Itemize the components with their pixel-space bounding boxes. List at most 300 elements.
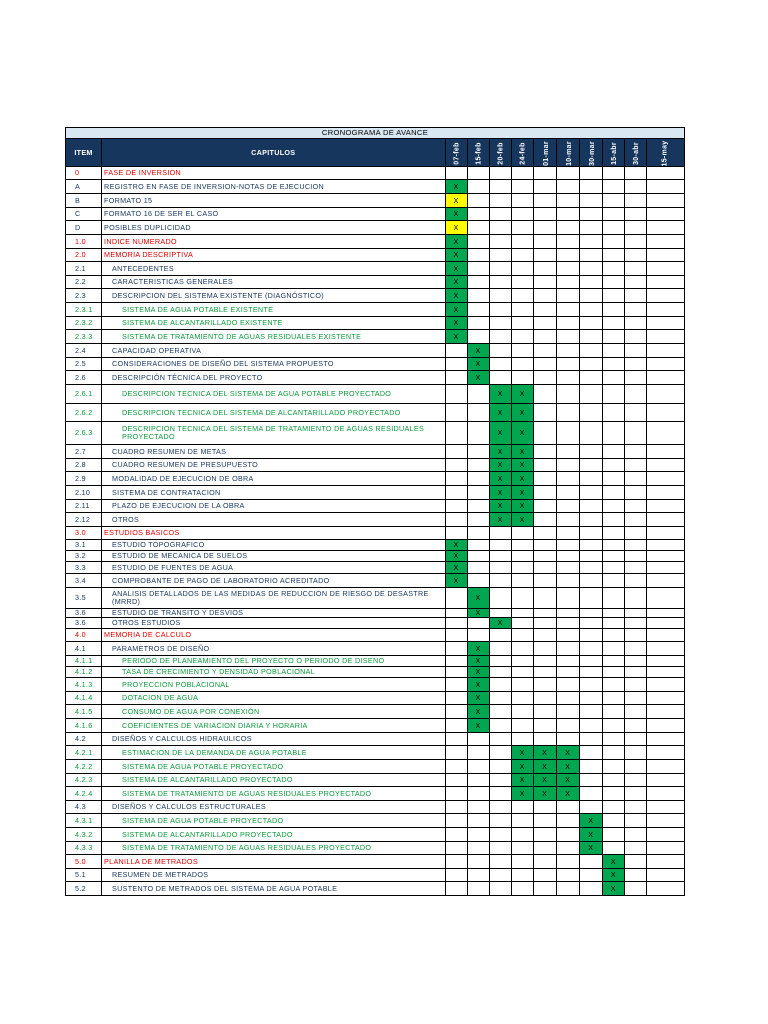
schedule-cell (489, 855, 511, 869)
schedule-cell (511, 692, 533, 705)
schedule-cell (511, 814, 533, 828)
schedule-cell (489, 371, 511, 385)
schedule-cell (533, 289, 556, 303)
schedule-mark: X (445, 574, 467, 588)
table-row (66, 562, 685, 574)
row-capitulo: PROYECCION POBLACIONAL (102, 678, 446, 692)
schedule-cell (489, 588, 511, 609)
schedule-cell (646, 574, 684, 588)
schedule-cell (489, 276, 511, 289)
schedule-mark: X (511, 787, 533, 801)
schedule-cell (646, 317, 684, 330)
schedule-cell (511, 618, 533, 629)
schedule-cell (579, 385, 602, 404)
row-capitulo: PARAMETROS DE DISEÑO (102, 642, 446, 656)
schedule-cell (602, 167, 624, 180)
schedule-cell (533, 609, 556, 618)
schedule-mark: X (489, 618, 511, 629)
schedule-cell (624, 249, 646, 262)
schedule-cell (602, 667, 624, 678)
table-row (66, 719, 685, 733)
schedule-cell (489, 733, 511, 746)
schedule-cell (624, 262, 646, 276)
schedule-cell (445, 869, 467, 882)
schedule-cell (489, 551, 511, 562)
schedule-cell (489, 642, 511, 656)
row-capitulo: SISTEMA DE AGUA POTABLE PROYECTADO (102, 760, 446, 774)
schedule-cell (624, 344, 646, 358)
schedule-cell (602, 344, 624, 358)
schedule-cell (624, 801, 646, 814)
schedule-cell (489, 527, 511, 540)
schedule-mark: X (511, 513, 533, 527)
table-row (66, 317, 685, 330)
row-item-number: 2.3.3 (66, 330, 102, 344)
schedule-cell (556, 527, 579, 540)
schedule-cell (556, 692, 579, 705)
schedule-mark: X (489, 404, 511, 422)
schedule-cell (602, 609, 624, 618)
schedule-table (65, 127, 685, 896)
schedule-cell (602, 194, 624, 208)
schedule-mark: X (511, 422, 533, 445)
row-item-number: 2.3 (66, 289, 102, 303)
schedule-cell (602, 562, 624, 574)
schedule-cell (646, 472, 684, 486)
schedule-cell (646, 527, 684, 540)
schedule-mark: X (467, 588, 489, 609)
schedule-cell (489, 574, 511, 588)
schedule-cell (445, 787, 467, 801)
schedule-cell (624, 289, 646, 303)
schedule-cell (511, 609, 533, 618)
schedule-cell (533, 486, 556, 500)
schedule-cell (533, 562, 556, 574)
schedule-cell (533, 500, 556, 513)
schedule-cell (556, 855, 579, 869)
schedule-mark: X (511, 385, 533, 404)
schedule-cell (646, 289, 684, 303)
schedule-cell (602, 330, 624, 344)
schedule-cell (556, 317, 579, 330)
header-date: 30-abr (624, 139, 646, 167)
schedule-cell (467, 869, 489, 882)
row-capitulo: PERIODO DE PLANEAMIENTO DEL PROYECTO O PERIODO DE DISENO (102, 656, 446, 667)
table-row (66, 760, 685, 774)
schedule-cell (533, 221, 556, 235)
schedule-cell (602, 551, 624, 562)
schedule-cell (646, 642, 684, 656)
schedule-cell (489, 678, 511, 692)
schedule-cell (533, 513, 556, 527)
schedule-cell (556, 472, 579, 486)
schedule-cell (467, 289, 489, 303)
schedule-cell (646, 828, 684, 842)
row-capitulo: SISTEMA DE ALCANTARILLADO PROYECTADO (102, 828, 446, 842)
schedule-cell (624, 774, 646, 787)
schedule-cell (489, 180, 511, 194)
schedule-cell (445, 705, 467, 719)
schedule-cell (445, 385, 467, 404)
schedule-cell (646, 869, 684, 882)
header-date: 24-feb (511, 139, 533, 167)
schedule-mark: X (467, 609, 489, 618)
schedule-cell (556, 882, 579, 896)
schedule-cell (533, 235, 556, 249)
row-item-number: 4.1.5 (66, 705, 102, 719)
schedule-cell (445, 167, 467, 180)
schedule-cell (511, 249, 533, 262)
schedule-cell (467, 562, 489, 574)
table-row (66, 167, 685, 180)
schedule-cell (511, 828, 533, 842)
header-date: 10-mar (556, 139, 579, 167)
table-row (66, 609, 685, 618)
table-row (66, 551, 685, 562)
schedule-mark: X (445, 249, 467, 262)
schedule-cell (579, 774, 602, 787)
schedule-cell (445, 733, 467, 746)
row-item-number: 1.0 (66, 235, 102, 249)
row-item-number: 2.6.2 (66, 404, 102, 422)
row-item-number: 5.2 (66, 882, 102, 896)
schedule-cell (602, 208, 624, 221)
schedule-cell (646, 692, 684, 705)
schedule-mark: X (533, 760, 556, 774)
schedule-cell (556, 459, 579, 472)
schedule-cell (511, 527, 533, 540)
schedule-cell (489, 609, 511, 618)
row-item-number: 4.1 (66, 642, 102, 656)
schedule-cell (624, 787, 646, 801)
schedule-cell (602, 249, 624, 262)
schedule-cell (489, 842, 511, 855)
schedule-cell (624, 678, 646, 692)
schedule-cell (489, 801, 511, 814)
schedule-cell (467, 404, 489, 422)
schedule-cell (467, 303, 489, 317)
schedule-cell (533, 208, 556, 221)
row-item-number: C (66, 208, 102, 221)
schedule-cell (489, 235, 511, 249)
row-item-number: 4.2.3 (66, 774, 102, 787)
schedule-mark: X (467, 678, 489, 692)
schedule-cell (602, 760, 624, 774)
schedule-cell (646, 194, 684, 208)
schedule-cell (445, 513, 467, 527)
table-row (66, 330, 685, 344)
header-date: 20-feb (489, 139, 511, 167)
schedule-mark: X (511, 459, 533, 472)
schedule-cell (533, 262, 556, 276)
schedule-cell (511, 221, 533, 235)
schedule-cell (646, 705, 684, 719)
schedule-cell (646, 656, 684, 667)
schedule-cell (579, 208, 602, 221)
schedule-cell (624, 609, 646, 618)
schedule-cell (467, 330, 489, 344)
schedule-cell (646, 801, 684, 814)
schedule-cell (624, 180, 646, 194)
schedule-cell (467, 317, 489, 330)
schedule-cell (602, 472, 624, 486)
schedule-cell (489, 221, 511, 235)
schedule-cell (511, 562, 533, 574)
schedule-cell (646, 629, 684, 642)
schedule-cell (467, 527, 489, 540)
schedule-cell (646, 667, 684, 678)
schedule-mark: X (489, 445, 511, 459)
schedule-cell (533, 719, 556, 733)
row-capitulo: ESTUDIO DE TRANSITO Y DESVIOS (102, 609, 446, 618)
header-date: 07-feb (445, 139, 467, 167)
schedule-cell (533, 459, 556, 472)
title-row (66, 128, 685, 139)
table-row (66, 855, 685, 869)
table-row (66, 692, 685, 705)
schedule-cell (533, 678, 556, 692)
schedule-cell (556, 562, 579, 574)
schedule-cell (646, 618, 684, 629)
schedule-cell (602, 276, 624, 289)
schedule-cell (467, 774, 489, 787)
row-capitulo: DESCRIPCION DEL SISTEMA EXISTENTE (DIAGNÓSTICO) (102, 289, 446, 303)
schedule-cell (533, 551, 556, 562)
schedule-cell (579, 235, 602, 249)
schedule-mark: X (467, 371, 489, 385)
schedule-cell (646, 540, 684, 551)
schedule-cell (445, 371, 467, 385)
schedule-cell (445, 404, 467, 422)
schedule-cell (533, 540, 556, 551)
row-item-number: B (66, 194, 102, 208)
header-date: 15-feb (467, 139, 489, 167)
schedule-mark: X (533, 746, 556, 760)
schedule-cell (602, 642, 624, 656)
schedule-cell (489, 330, 511, 344)
schedule-cell (511, 574, 533, 588)
schedule-cell (445, 774, 467, 787)
schedule-cell (511, 705, 533, 719)
schedule-cell (646, 562, 684, 574)
schedule-mark: X (511, 404, 533, 422)
schedule-cell (556, 358, 579, 371)
schedule-cell (445, 527, 467, 540)
schedule-cell (646, 719, 684, 733)
schedule-cell (467, 629, 489, 642)
schedule-cell (579, 667, 602, 678)
row-item-number: 2.7 (66, 445, 102, 459)
schedule-cell (489, 814, 511, 828)
schedule-cell (556, 445, 579, 459)
schedule-cell (511, 667, 533, 678)
schedule-cell (556, 629, 579, 642)
schedule-cell (445, 667, 467, 678)
schedule-cell (445, 746, 467, 760)
schedule-cell (646, 404, 684, 422)
schedule-cell (556, 167, 579, 180)
schedule-cell (489, 692, 511, 705)
schedule-cell (646, 330, 684, 344)
schedule-cell (556, 500, 579, 513)
row-item-number: 2.12 (66, 513, 102, 527)
schedule-cell (624, 208, 646, 221)
schedule-cell (602, 445, 624, 459)
schedule-cell (533, 667, 556, 678)
schedule-cell (511, 719, 533, 733)
schedule-cell (511, 358, 533, 371)
row-capitulo: DESCRIPCION TECNICA DEL SISTEMA DE ALCANTARILLADO PROYECTADO (102, 404, 446, 422)
table-row (66, 733, 685, 746)
schedule-mark: X (467, 705, 489, 719)
schedule-cell (445, 855, 467, 869)
row-capitulo: SISTEMA DE TRATAMIENTO DE AGUAS RESIDUALES EXISTENTE (102, 330, 446, 344)
schedule-cell (579, 760, 602, 774)
schedule-mark: X (445, 276, 467, 289)
schedule-cell (646, 167, 684, 180)
schedule-cell (511, 303, 533, 317)
schedule-cell (602, 828, 624, 842)
row-capitulo: ESTUDIOS BASICOS (102, 527, 446, 540)
row-capitulo: DESCRIPCION TECNICA DEL SISTEMA DE AGUA POTABLE PROYECTADO (102, 385, 446, 404)
row-capitulo: OTROS (102, 513, 446, 527)
header-capitulos: CAPITULOS (102, 139, 446, 167)
schedule-mark: X (445, 562, 467, 574)
row-capitulo: OTROS ESTUDIOS (102, 618, 446, 629)
schedule-sheet (65, 127, 685, 896)
schedule-cell (646, 358, 684, 371)
row-capitulo: SISTEMA DE AGUA POTABLE PROYECTADO (102, 814, 446, 828)
schedule-cell (602, 180, 624, 194)
schedule-cell (533, 814, 556, 828)
schedule-cell (646, 180, 684, 194)
schedule-cell (646, 855, 684, 869)
schedule-mark: X (489, 513, 511, 527)
schedule-cell (511, 869, 533, 882)
schedule-cell (489, 719, 511, 733)
row-capitulo: PLAZO DE EJECUCION DE LA OBRA (102, 500, 446, 513)
schedule-cell (624, 574, 646, 588)
schedule-cell (646, 787, 684, 801)
schedule-mark: X (445, 208, 467, 221)
schedule-cell (624, 276, 646, 289)
schedule-cell (533, 574, 556, 588)
row-capitulo: MEMORIA DE CALCULO (102, 629, 446, 642)
row-capitulo: MODALIDAD DE EJECUCION DE OBRA (102, 472, 446, 486)
schedule-cell (533, 588, 556, 609)
row-item-number: 4.3.3 (66, 842, 102, 855)
header-date: 30-mar (579, 139, 602, 167)
row-capitulo: FASE DE INVERSION (102, 167, 446, 180)
row-item-number: 4.3.1 (66, 814, 102, 828)
table-row (66, 358, 685, 371)
table-row (66, 289, 685, 303)
schedule-cell (579, 276, 602, 289)
table-row (66, 500, 685, 513)
schedule-mark: X (602, 855, 624, 869)
schedule-cell (511, 551, 533, 562)
schedule-mark: X (445, 330, 467, 344)
schedule-cell (511, 733, 533, 746)
schedule-mark: X (511, 472, 533, 486)
schedule-cell (511, 167, 533, 180)
table-row (66, 404, 685, 422)
row-capitulo: CUADRO RESUMEN DE PRESUPUESTO (102, 459, 446, 472)
schedule-cell (624, 235, 646, 249)
schedule-cell (533, 629, 556, 642)
row-item-number: 2.6.3 (66, 422, 102, 445)
schedule-mark: X (445, 180, 467, 194)
schedule-cell (556, 276, 579, 289)
schedule-cell (579, 445, 602, 459)
schedule-cell (489, 317, 511, 330)
schedule-cell (602, 235, 624, 249)
table-row (66, 194, 685, 208)
schedule-mark: X (445, 289, 467, 303)
schedule-cell (533, 330, 556, 344)
schedule-cell (602, 317, 624, 330)
header-date: 15-may (646, 139, 684, 167)
schedule-cell (511, 371, 533, 385)
schedule-cell (556, 404, 579, 422)
schedule-mark: X (489, 472, 511, 486)
schedule-cell (579, 551, 602, 562)
schedule-cell (602, 422, 624, 445)
schedule-cell (467, 445, 489, 459)
schedule-cell (489, 194, 511, 208)
row-capitulo: DOTACION DE AGUA (102, 692, 446, 705)
row-item-number: 4.1.1 (66, 656, 102, 667)
schedule-cell (579, 358, 602, 371)
schedule-cell (489, 774, 511, 787)
schedule-cell (602, 262, 624, 276)
schedule-mark: X (445, 317, 467, 330)
schedule-cell (556, 618, 579, 629)
schedule-cell (489, 746, 511, 760)
schedule-cell (556, 262, 579, 276)
schedule-cell (489, 289, 511, 303)
row-item-number: 2.1 (66, 262, 102, 276)
schedule-cell (533, 404, 556, 422)
row-item-number: 2.3.1 (66, 303, 102, 317)
schedule-cell (579, 317, 602, 330)
row-item-number: D (66, 221, 102, 235)
schedule-cell (489, 787, 511, 801)
schedule-cell (556, 719, 579, 733)
row-item-number: 3.0 (66, 527, 102, 540)
schedule-cell (646, 500, 684, 513)
schedule-cell (467, 855, 489, 869)
row-item-number: 3.5 (66, 588, 102, 609)
schedule-cell (533, 882, 556, 896)
row-capitulo: REGISTRO EN FASE DE INVERSION-NOTAS DE EJECUCION (102, 180, 446, 194)
row-capitulo: SISTEMA DE CONTRATACION (102, 486, 446, 500)
schedule-cell (511, 344, 533, 358)
schedule-cell (445, 642, 467, 656)
schedule-cell (579, 167, 602, 180)
table-row (66, 344, 685, 358)
schedule-cell (533, 869, 556, 882)
schedule-cell (602, 719, 624, 733)
schedule-cell (579, 180, 602, 194)
schedule-cell (646, 678, 684, 692)
schedule-cell (624, 760, 646, 774)
schedule-cell (624, 814, 646, 828)
schedule-cell (467, 746, 489, 760)
schedule-cell (602, 371, 624, 385)
schedule-mark: X (445, 303, 467, 317)
schedule-mark: X (489, 422, 511, 445)
